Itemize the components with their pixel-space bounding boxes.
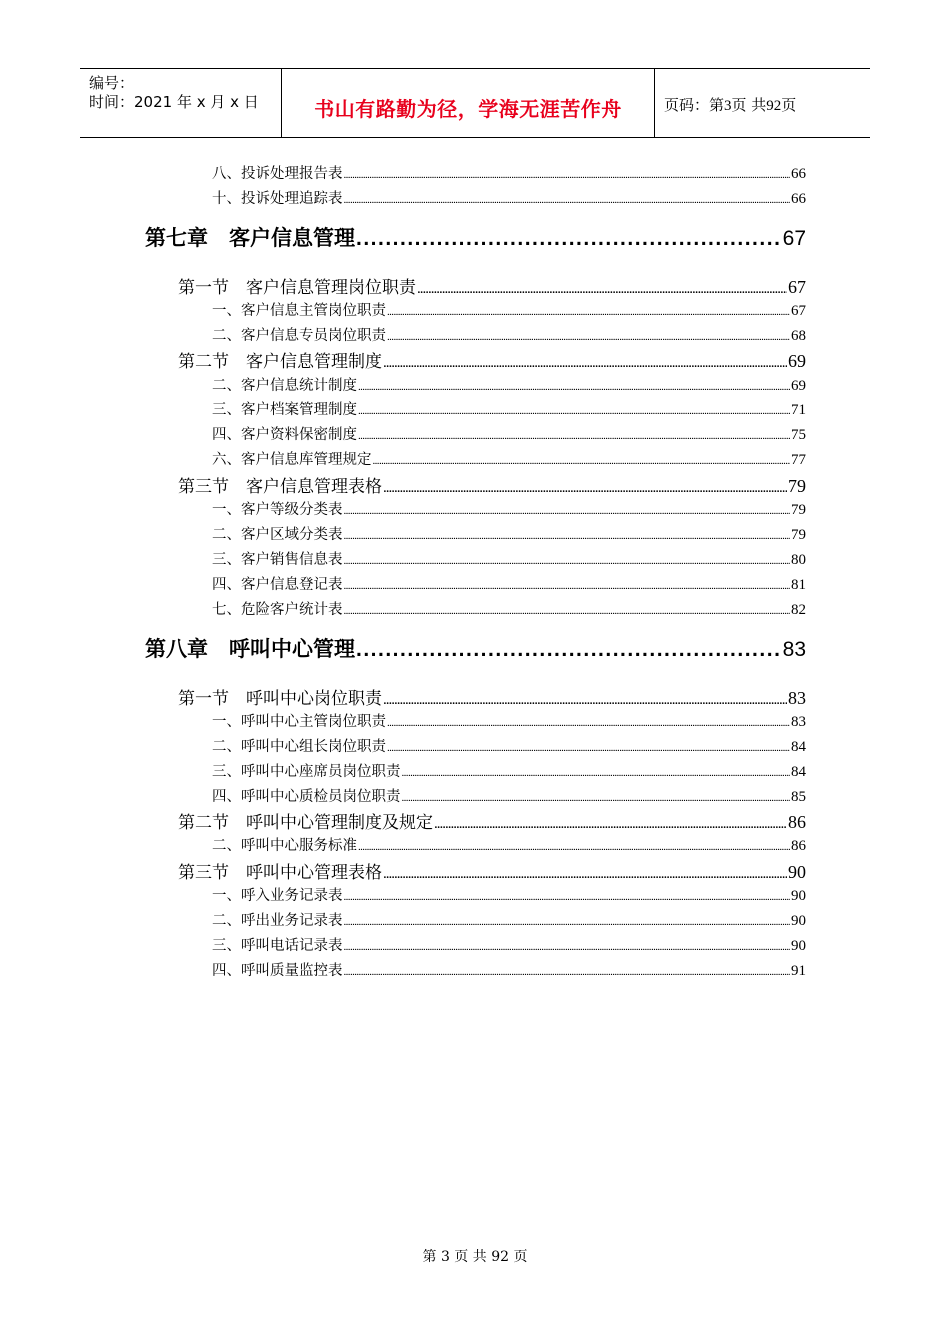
toc-entry[interactable] <box>212 710 806 731</box>
toc-leader <box>344 916 791 928</box>
toc-entry-title: 十、投诉处理追踪表 <box>212 191 343 207</box>
header-motto: 书山有路勤为径，学海无涯苦作舟 <box>314 97 622 121</box>
toc-leader <box>417 281 787 298</box>
toc-entry-title: 三、呼叫电话记录表 <box>212 938 343 954</box>
toc-entry-page: 90 <box>791 938 806 954</box>
toc-chapter[interactable] <box>145 633 806 663</box>
toc-entry[interactable] <box>212 735 806 756</box>
toc-entry-page: 90 <box>791 913 806 929</box>
toc-entry[interactable] <box>212 423 806 444</box>
toc-leader <box>383 692 787 709</box>
page-header <box>80 68 870 138</box>
header-info-cell <box>80 69 280 137</box>
toc-leader <box>344 555 791 567</box>
toc-leader <box>387 331 790 343</box>
toc-leader <box>344 194 791 206</box>
toc-entry-title: 二、呼叫中心服务标准 <box>212 838 357 854</box>
toc-entry[interactable] <box>212 760 806 781</box>
toc-entry-title: 二、客户区域分类表 <box>212 527 343 543</box>
toc-entry-page: 75 <box>791 427 806 443</box>
toc-section-title: 第一节 客户信息管理岗位职责 <box>178 278 416 298</box>
toc-entry[interactable] <box>212 934 806 955</box>
toc-entry[interactable] <box>212 598 806 619</box>
page-mid: 页 共 <box>731 96 767 114</box>
toc-entry[interactable] <box>212 448 806 469</box>
toc-section-title: 第三节 客户信息管理表格 <box>178 477 382 497</box>
toc-chapter-title: 第八章 呼叫中心管理 <box>145 637 355 661</box>
toc-section-title: 第一节 呼叫中心岗位职责 <box>178 689 382 709</box>
toc-entry-page: 84 <box>791 764 806 780</box>
toc-section-page: 90 <box>788 862 806 882</box>
toc-entry[interactable] <box>212 548 806 569</box>
toc-chapter-page: 83 <box>782 638 806 661</box>
toc-section-page: 83 <box>788 688 806 708</box>
toc-leader <box>344 530 791 542</box>
toc-leader <box>344 605 791 617</box>
toc-leader <box>387 306 790 318</box>
toc-entry-page: 82 <box>791 602 806 618</box>
toc-entry-page: 81 <box>791 577 806 593</box>
toc-leader <box>358 405 790 417</box>
toc-entry-page: 84 <box>791 739 806 755</box>
toc-leader <box>358 430 790 442</box>
toc-leader <box>402 792 791 804</box>
toc-leader <box>358 841 790 853</box>
toc-leader <box>373 455 791 467</box>
page-total: 92 <box>766 98 782 114</box>
toc-entry-title: 三、客户档案管理制度 <box>212 402 357 418</box>
toc-entry[interactable] <box>212 834 806 855</box>
toc-section[interactable] <box>178 347 806 372</box>
toc-section[interactable] <box>178 273 806 298</box>
toc-section-title: 第二节 客户信息管理制度 <box>178 352 382 372</box>
toc-entry-title: 一、客户等级分类表 <box>212 502 343 518</box>
toc-leader <box>356 227 782 251</box>
toc-entry[interactable] <box>212 299 806 320</box>
toc-entry-page: 67 <box>791 303 806 319</box>
toc-section-page: 86 <box>788 812 806 832</box>
toc-leader <box>344 505 791 517</box>
toc-section-page: 69 <box>788 351 806 371</box>
toc-section[interactable] <box>178 858 806 883</box>
toc-leader <box>344 941 791 953</box>
toc-entry-page: 85 <box>791 789 806 805</box>
toc-section[interactable] <box>178 684 806 709</box>
toc-chapter[interactable] <box>145 222 806 252</box>
toc-leader <box>383 355 787 372</box>
toc-entry-title: 一、呼入业务记录表 <box>212 888 343 904</box>
toc-leader <box>402 767 791 779</box>
toc-entry-title: 六、客户信息库管理规定 <box>212 452 372 468</box>
toc-entry[interactable] <box>212 909 806 930</box>
toc-leader <box>344 891 791 903</box>
page-current: 3 <box>724 98 732 114</box>
toc-leader <box>383 480 787 497</box>
toc-section-title: 第二节 呼叫中心管理制度及规定 <box>178 813 433 833</box>
page-label: 页码：第 <box>664 96 725 114</box>
toc-section[interactable] <box>178 472 806 497</box>
document-date-label: 时间：2021 年 x 月 x 日 <box>89 93 259 111</box>
toc-entry-page: 69 <box>791 378 806 394</box>
toc-section[interactable] <box>178 808 806 833</box>
toc-entry[interactable] <box>212 959 806 980</box>
toc-entry-page: 77 <box>791 452 806 468</box>
toc-entry-page: 90 <box>791 888 806 904</box>
toc-entry-page: 66 <box>791 166 806 182</box>
toc-leader <box>344 966 791 978</box>
header-page-number <box>664 94 796 115</box>
toc-leader <box>344 169 791 181</box>
header-motto-cell <box>281 69 655 137</box>
toc-leader <box>356 638 782 662</box>
toc-entry-title: 四、客户资料保密制度 <box>212 427 357 443</box>
toc-entry-title: 三、呼叫中心座席员岗位职责 <box>212 764 401 780</box>
page-end: 页 <box>781 96 797 114</box>
toc-entry[interactable] <box>212 785 806 806</box>
toc-leader <box>387 717 790 729</box>
toc-entry-page: 66 <box>791 191 806 207</box>
toc-entry-title: 七、危险客户统计表 <box>212 602 343 618</box>
toc-entry[interactable] <box>212 523 806 544</box>
toc-entry-page: 80 <box>791 552 806 568</box>
toc-entry-title: 四、客户信息登记表 <box>212 577 343 593</box>
header-page-cell <box>654 69 870 137</box>
toc-entry-title: 一、客户信息主管岗位职责 <box>212 303 386 319</box>
toc-leader <box>344 580 791 592</box>
toc-section-page: 79 <box>788 476 806 496</box>
toc-entry[interactable] <box>212 324 806 345</box>
toc-chapter-page: 67 <box>782 227 806 250</box>
toc-entry[interactable] <box>212 573 806 594</box>
toc-entry[interactable] <box>212 162 806 183</box>
toc-entry-title: 四、呼叫质量监控表 <box>212 963 343 979</box>
toc-entry[interactable] <box>212 398 806 419</box>
toc-leader <box>358 381 790 393</box>
toc-entry-title: 四、呼叫中心质检员岗位职责 <box>212 789 401 805</box>
toc-entry-page: 68 <box>791 328 806 344</box>
toc-entry-page: 71 <box>791 402 806 418</box>
toc-entry-title: 二、呼叫中心组长岗位职责 <box>212 739 386 755</box>
toc-entry-title: 二、呼出业务记录表 <box>212 913 343 929</box>
toc-entry[interactable] <box>212 498 806 519</box>
toc-leader <box>387 742 790 754</box>
toc-section-title: 第三节 呼叫中心管理表格 <box>178 863 382 883</box>
toc-entry-title: 二、客户信息专员岗位职责 <box>212 328 386 344</box>
toc-entry-page: 79 <box>791 527 806 543</box>
toc-entry-page: 86 <box>791 838 806 854</box>
toc-chapter-title: 第七章 客户信息管理 <box>145 226 355 250</box>
page-footer: 第 3 页 共 92 页 <box>422 1249 528 1265</box>
toc-entry[interactable] <box>212 374 806 395</box>
toc-section-page: 67 <box>788 277 806 297</box>
toc-entry-page: 91 <box>791 963 806 979</box>
toc-entry-title: 八、投诉处理报告表 <box>212 166 343 182</box>
toc-entry-title: 三、客户销售信息表 <box>212 552 343 568</box>
document-number-label: 编号： <box>89 74 135 92</box>
toc-entry-title: 一、呼叫中心主管岗位职责 <box>212 714 386 730</box>
toc-entry-title: 二、客户信息统计制度 <box>212 378 357 394</box>
toc-entry[interactable] <box>212 884 806 905</box>
toc-entry-page: 79 <box>791 502 806 518</box>
toc-entry[interactable] <box>212 187 806 208</box>
toc-entry-page: 83 <box>791 714 806 730</box>
toc-leader <box>383 866 787 883</box>
toc-leader <box>434 816 787 833</box>
